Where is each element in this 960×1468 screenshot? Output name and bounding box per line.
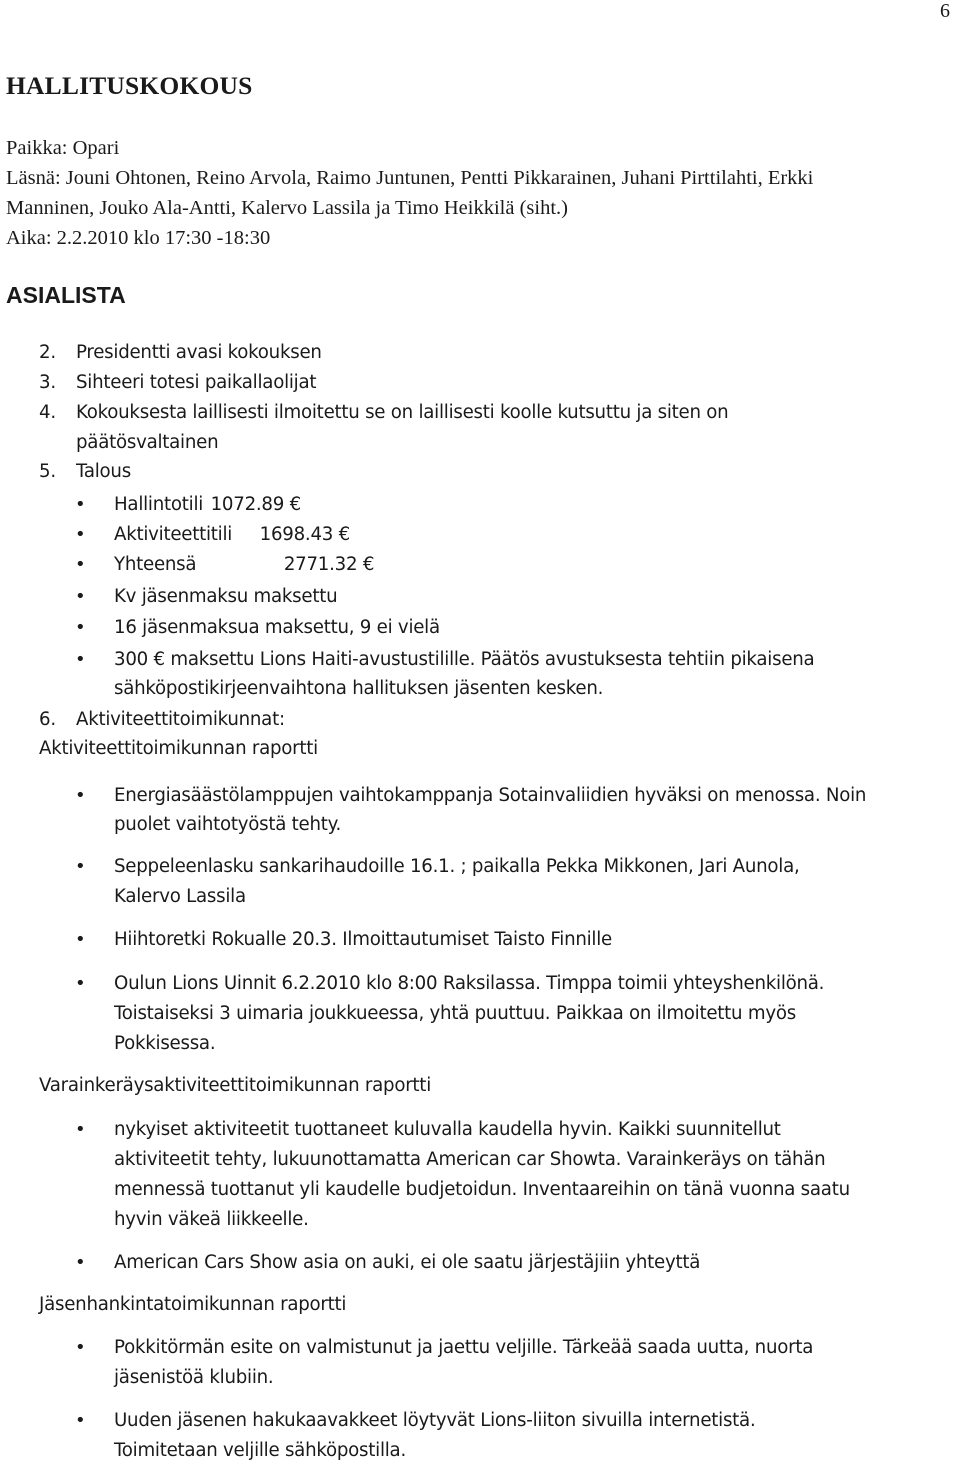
attendees-line-1: Läsnä: Jouni Ohtonen, Reino Arvola, Raimo Juntunen, Pentti Pikkarainen, Juhani Pirttilahti, Erkki	[6, 167, 814, 189]
agenda-item-3	[39, 368, 316, 398]
activity-bullet-4-line-2: Toistaiseksi 3 uimaria joukkueessa, yhtä puuttuu. Paikkaa on ilmoitettu myös	[114, 1003, 796, 1024]
bullet-icon: •	[75, 494, 86, 515]
activity-report-heading: Aktiviteettitoimikunnan raportti	[39, 738, 318, 759]
activity-bullet-2-line-1: Seppeleenlasku sankarihaudoille 16.1. ; paikalla Pekka Mikkonen, Jari Aunola,	[114, 856, 800, 877]
activity-bullet-2-line-2: Kalervo Lassila	[114, 886, 246, 907]
fundraising-bullet-1-line-4: hyvin väkeä liikkeelle.	[114, 1209, 309, 1230]
membership-bullet-2-line-2: Toimitetaan veljille sähköpostilla.	[114, 1440, 406, 1461]
meeting-place: Paikka: Opari	[6, 137, 120, 159]
bullet-icon: •	[75, 617, 86, 638]
item-text: Talous	[76, 461, 131, 482]
membership-report-heading: Jäsenhankintatoimikunnan raportti	[39, 1294, 347, 1315]
fundraising-report-heading: Varainkeräysaktiviteettitoimikunnan raportti	[39, 1075, 431, 1096]
activity-bullet-3: Hiihtoretki Rokualle 20.3. Ilmoittautumiset Taisto Finnille	[114, 929, 612, 950]
fundraising-bullet-1-line-2: aktiviteetit tehty, lukuunottamatta American car Showta. Varainkeräys on tähän	[114, 1149, 826, 1170]
page-number: 6	[940, 0, 950, 22]
bullet-icon: •	[75, 785, 86, 806]
fundraising-bullet-2: American Cars Show asia on auki, ei ole saatu järjestäjiin yhteyttä	[114, 1252, 701, 1273]
bullet-icon: •	[75, 973, 86, 994]
agenda-item-2	[39, 338, 322, 368]
activity-bullet-1-line-2: puolet vaihtotyöstä tehty.	[114, 814, 342, 835]
finance-haiti-line-2: sähköpostikirjeenvaihtona hallituksen jäsenten kesken.	[114, 678, 604, 699]
item-number: 2.	[39, 342, 56, 363]
fundraising-bullet-1-line-1: nykyiset aktiviteetit tuottaneet kuluvalla kaudella hyvin. Kaikki suunnitellut	[114, 1119, 781, 1140]
item-text: Presidentti avasi kokouksen	[76, 342, 322, 363]
bullet-icon: •	[75, 1410, 86, 1431]
item-text: Sihteeri totesi paikallaolijat	[76, 372, 317, 393]
agenda-heading: ASIALISTA	[6, 282, 126, 308]
euro-icon: €	[289, 494, 301, 515]
finance-haiti-line-1	[114, 645, 814, 675]
fundraising-bullet-1-line-3: mennessä tuottanut yli kaudelle budjetoidun. Inventaareihin on tänä vuonna saatu	[114, 1179, 850, 1200]
item-number: 4.	[39, 402, 56, 423]
bullet-icon: •	[75, 649, 86, 670]
finance-total-label: Yhteensä	[114, 554, 197, 575]
bullet-icon: •	[75, 1337, 86, 1358]
finance-activity-value: 1698.43	[259, 524, 334, 545]
meeting-time: Aika: 2.2.2010 klo 17:30 -18:30	[6, 227, 271, 249]
euro-icon: €	[362, 554, 375, 575]
item-number: 6.	[39, 709, 56, 730]
membership-bullet-2-line-1: Uuden jäsenen hakukaavakkeet löytyvät Lions-liiton sivuilla internetistä.	[114, 1410, 756, 1431]
bullet-icon: •	[75, 524, 86, 545]
bullet-icon: •	[75, 1119, 86, 1140]
item-text: Kokouksesta laillisesti ilmoitettu se on laillisesti koolle kutsuttu ja siten on	[76, 402, 729, 423]
euro-icon: €	[338, 524, 350, 545]
page-title: HALLITUSKOKOUS	[6, 71, 253, 100]
haiti-text: maksettu Lions Haiti-avustustilille. Päätös avustuksesta tehtiin pikaisena	[170, 649, 815, 670]
finance-activity	[114, 520, 350, 550]
agenda-item-4-cont: päätösvaltainen	[76, 432, 219, 453]
bullet-icon: •	[75, 586, 86, 607]
activity-bullet-1-line-1: Energiasäästölamppujen vaihtokamppanja Sotainvaliidien hyväksi on menossa. Noin	[114, 785, 867, 806]
agenda-item-6	[39, 705, 285, 735]
bullet-icon: •	[75, 554, 86, 575]
finance-total-value: 2771.32	[283, 554, 358, 575]
activity-bullet-4-line-3: Pokkisessa.	[114, 1033, 216, 1054]
activity-bullet-4-line-1: Oulun Lions Uinnit 6.2.2010 klo 8:00 Raksilassa. Timppa toimii yhteyshenkilönä.	[114, 973, 825, 994]
euro-icon: €	[153, 649, 165, 670]
haiti-amount: 300	[114, 649, 148, 670]
membership-bullet-1-line-1: Pokkitörmän esite on valmistunut ja jaettu veljille. Tärkeää saada uutta, nuorta	[114, 1337, 814, 1358]
bullet-icon: •	[75, 1252, 86, 1273]
agenda-item-5	[39, 457, 131, 487]
finance-fee-count: 16 jäsenmaksua maksettu, 9 ei vielä	[114, 617, 440, 638]
finance-admin-value: 1072.89	[210, 494, 285, 515]
agenda-item-4	[39, 398, 728, 428]
membership-bullet-1-line-2: jäsenistöä klubiin.	[114, 1367, 274, 1388]
finance-admin	[114, 490, 301, 520]
attendees-line-2: Manninen, Jouko Ala-Antti, Kalervo Lassila ja Timo Heikkilä (siht.)	[6, 197, 568, 219]
bullet-icon: •	[75, 856, 86, 877]
item-text: Aktiviteettitoimikunnat:	[76, 709, 285, 730]
item-number: 3.	[39, 372, 56, 393]
finance-fee: Kv jäsenmaksu maksettu	[114, 586, 338, 607]
finance-admin-label: Hallintotili	[114, 494, 204, 515]
item-number: 5.	[39, 461, 56, 482]
finance-total	[114, 550, 374, 580]
finance-activity-label: Aktiviteettitili	[114, 524, 233, 545]
bullet-icon: •	[75, 929, 86, 950]
